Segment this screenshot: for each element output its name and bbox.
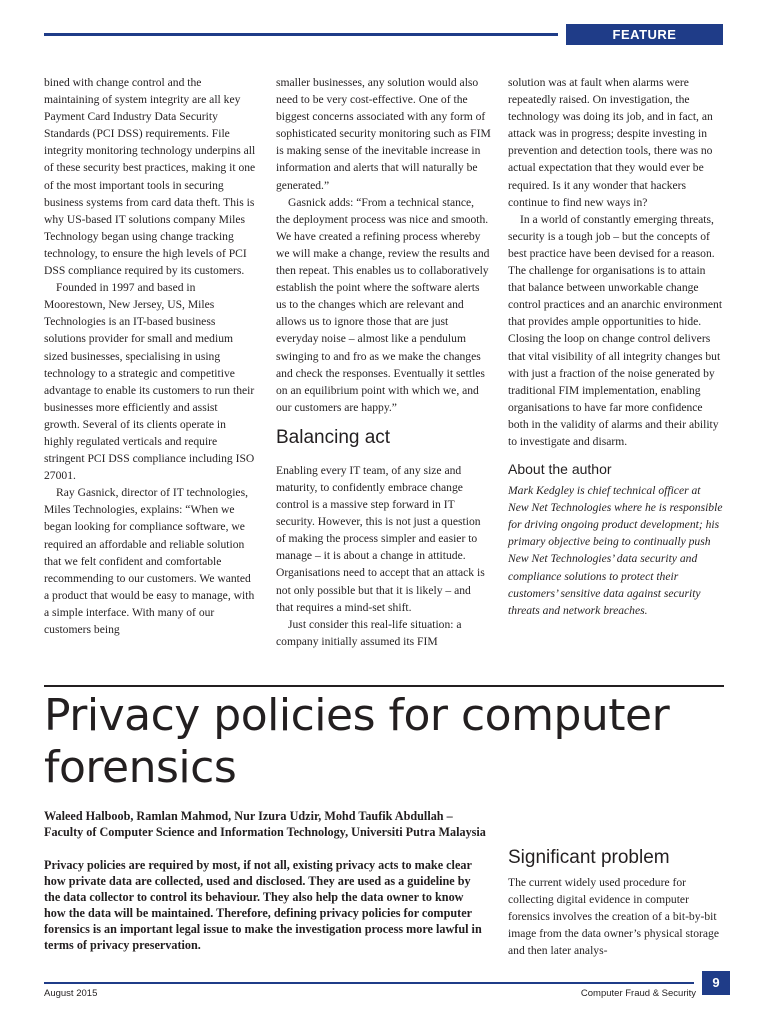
- article-title: Privacy policies for computer forensics: [44, 690, 670, 793]
- authors-affiliation: Faculty of Computer Science and Information Technology, Universiti Putra Malaysia: [44, 825, 486, 839]
- footer-rule: [44, 982, 694, 984]
- column-1: [44, 74, 256, 638]
- section-heading-significant-problem: Significant problem: [508, 847, 670, 868]
- footer-date: August 2015: [44, 988, 98, 999]
- paragraph: Gasnick adds: “From a technical stance, the deployment process was nice and smooth. We have created a refining process whereby we will make a change, review the results and then repeat. This enables us to collaboratively establish the point where the software alerts us to the changes which are relevant and allows us to ignore those that are just everyday noise – almost like a pendulum swinging to and fro as we make the changes and check the responses. Eventually it settles on an equilibrium point with which we, and our customers are happy.”: [276, 195, 490, 414]
- section-body: The current widely used procedure for collecting digital evidence in computer forensics involves the creation of a bit-by-bit image from the data owner’s physical storage and then later analys-: [508, 876, 719, 958]
- paragraph: Founded in 1997 and based in Moorestown, New Jersey, US, Miles Technologies is an IT-based business solutions provider for small and medium sized businesses, specialising in using technology to a strategic and competitive advantage to enable its customers to run their businesses more efficiently and assist growth. Several of its clients operate in highly regulated verticals and require stringent PCI DSS compliance including ISO 27001.: [44, 281, 255, 483]
- about-author-text: Mark Kedgley is chief technical officer at New Net Technologies where he is responsible for driving ongoing product development; his primary objective being to continually push New Net Technologies’ data security and compliance solutions to protect their customers’ sensitive data against security threats and network breaches.: [508, 484, 723, 617]
- paragraph: In a world of constantly emerging threats, security is a tough job – but the concepts of best practice have been devised for a reason. The challenge for organisations is to attain that balance between unworkable change control practices and an anarchic environment that provides ample opportunities to hide. Closing the loop on change control delivers that vital visibility of all integrity changes but with just a fraction of the noise generated by traditional FIM implementation, enabling organisations to have far more confidence both in the validity of alarms and their ability to investigate and disarm.: [508, 212, 723, 448]
- about-author-heading: About the author: [508, 461, 612, 478]
- section-heading-balancing-act: Balancing act: [276, 426, 391, 448]
- column-2: [276, 74, 491, 650]
- article-authors: [44, 808, 504, 840]
- paragraph: Ray Gasnick, director of IT technologies, Miles Technologies, explains: “When we began looking for compliance software, we required an affordable and reliable solution that we felt confident and comfortable recommending to our customers. We wanted a product that would be easy to manage, with a simple interface. With many of our customers being: [44, 486, 255, 636]
- article-abstract: Privacy policies are required by most, if not all, existing privacy acts to make clear how private data are collected, used and disclosed. They are used as a guideline by the data collector to control its behaviour. They also help the data owner to know how the data will be maintained. Therefore, defining privacy policies for computer forensics is an important legal issue to make the investigation process more lawful in terms of privacy preservation.: [44, 858, 482, 952]
- paragraph: bined with change control and the maintaining of system integrity are all key Payment Card Industry Data Security Standards (PCI DSS) requirements. File integrity monitoring technology underpins all of these security best practices, making it one of the most important tools in securing business systems from card data theft. This is why US-based IT solutions company Miles Technology began using change tracking technology, to ensure the high levels of PCI DSS compliance required by its customers.: [44, 76, 256, 278]
- column-3: [508, 74, 724, 619]
- paragraph: Enabling every IT team, of any size and maturity, to confidently embrace change control is a massive step forward in IT security. However, this is not just a question of making the process simpler and easier to manage – it is about a change in attitude. Organisations need to accept that an attack is not only possible but that it is likely – and that requires a mind-set shift.: [276, 463, 485, 614]
- paragraph: solution was at fault when alarms were repeatedly raised. On investigation, the technology was doing its job, and in fact, an attack was in progress; despite investing in prevention and detection tools, there was no actual expectation that they would ever be required. Is it any wonder that hackers continue to find new ways in?: [508, 76, 713, 209]
- authors-names: Waleed Halboob, Ramlan Mahmod, Nur Izura Udzir, Mohd Taufik Abdullah –: [44, 809, 453, 823]
- header-rule: [44, 33, 558, 36]
- article-divider: [44, 685, 724, 687]
- section-label: FEATURE: [566, 24, 723, 45]
- paragraph: smaller businesses, any solution would also need to be very cost-effective. One of the biggest concerns associated with any form of sophisticated security monitoring such as FIM is making sense of the inevitable increase in information and alerts that will naturally be generated.”: [276, 76, 491, 192]
- paragraph: Just consider this real-life situation: a company initially assumed its FIM: [276, 617, 462, 648]
- footer-journal: Computer Fraud & Security: [580, 988, 696, 999]
- page-number: 9: [702, 971, 730, 995]
